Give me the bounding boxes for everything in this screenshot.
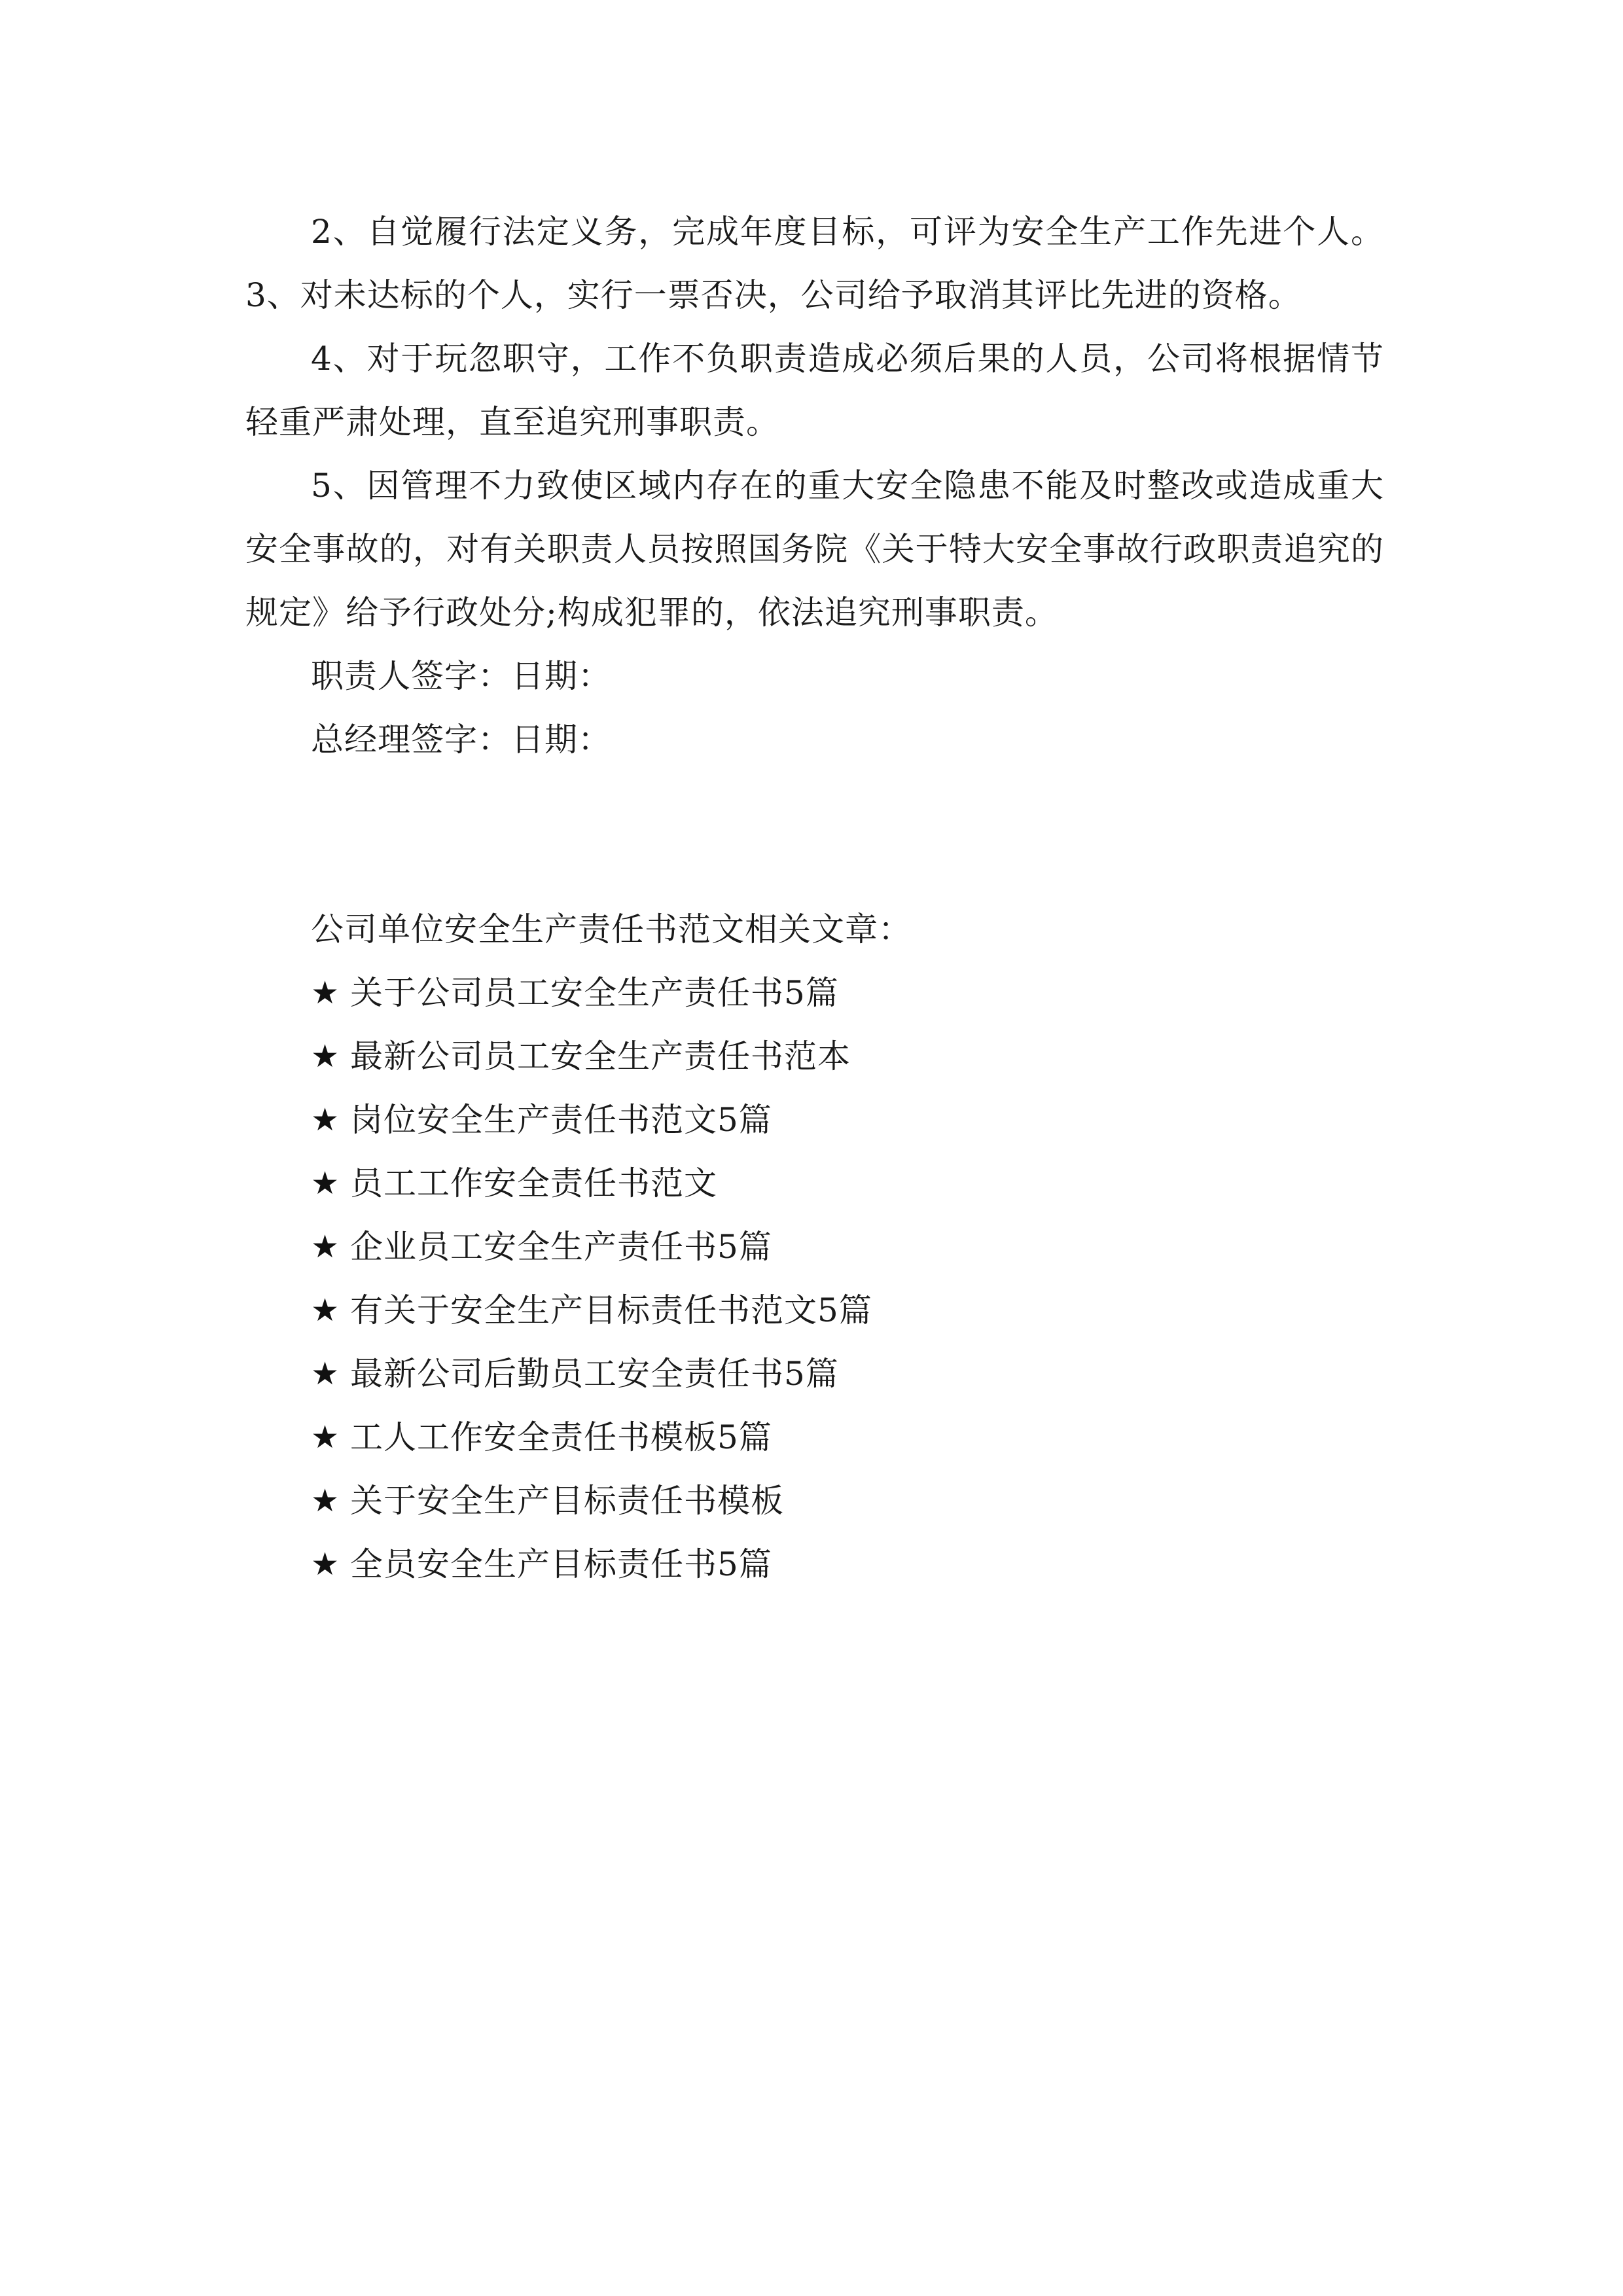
related-article-link[interactable]: 关于公司员工安全生产责任书5篇: [350, 974, 839, 1012]
document-body: [245, 200, 1384, 772]
related-article-link[interactable]: 有关于安全生产目标责任书范文5篇: [350, 1291, 872, 1329]
related-article-link[interactable]: 全员安全生产目标责任书5篇: [350, 1545, 772, 1583]
star-icon: ★: [311, 1482, 340, 1519]
related-article-item[interactable]: [311, 1406, 1358, 1469]
related-article-link[interactable]: 企业员工安全生产责任书5篇: [350, 1228, 772, 1266]
star-icon: ★: [311, 1229, 340, 1265]
paragraph-5: 5、因管理不力致使区域内存在的重大安全隐患不能及时整改或造成重大安全事故的，对有关职责人员按照国务院《关于特大安全事故行政职责追究的规定》给予行政处分;构成犯罪的，依法追究刑事职责。: [245, 467, 1384, 632]
related-article-item[interactable]: [311, 1469, 1358, 1533]
star-icon: ★: [311, 1419, 340, 1456]
star-icon: ★: [311, 1546, 340, 1583]
related-article-link[interactable]: 关于安全生产目标责任书模板: [350, 1482, 784, 1520]
related-article-item[interactable]: [311, 1088, 1358, 1152]
star-icon: ★: [311, 1165, 340, 1202]
general-manager-signature: 总经理签字：日期：: [311, 721, 611, 759]
related-article-item[interactable]: [311, 1342, 1358, 1406]
paragraph-2-3: 2、自觉履行法定义务，完成年度目标，可评为安全生产工作先进个人。3、对未达标的个人，实行一票否决，公司给予取消其评比先进的资格。: [245, 213, 1384, 314]
related-article-item[interactable]: [311, 961, 1358, 1025]
related-articles: [311, 898, 1358, 1596]
star-icon: ★: [311, 1038, 340, 1075]
star-icon: ★: [311, 975, 340, 1011]
related-articles-title: 公司单位安全生产责任书范文相关文章：: [311, 910, 912, 948]
related-article-link[interactable]: 岗位安全生产责任书范文5篇: [350, 1101, 772, 1139]
related-article-link[interactable]: 工人工作安全责任书模板5篇: [350, 1418, 772, 1456]
related-article-link[interactable]: 员工工作安全责任书范文: [350, 1164, 717, 1202]
related-article-item[interactable]: [311, 1279, 1358, 1342]
star-icon: ★: [311, 1102, 340, 1138]
related-articles-list: [311, 961, 1358, 1596]
related-article-item[interactable]: [311, 1215, 1358, 1279]
related-article-item[interactable]: [311, 1152, 1358, 1215]
related-article-link[interactable]: 最新公司员工安全生产责任书范本: [350, 1037, 851, 1075]
related-article-link[interactable]: 最新公司后勤员工安全责任书5篇: [350, 1355, 839, 1393]
related-article-item[interactable]: [311, 1533, 1358, 1596]
paragraph-4: 4、对于玩忽职守，工作不负职责造成必须后果的人员，公司将根据情节轻重严肃处理，直至追究刑事职责。: [245, 340, 1384, 441]
star-icon: ★: [311, 1292, 340, 1329]
related-article-item[interactable]: [311, 1025, 1358, 1088]
responsible-person-signature: 职责人签字：日期：: [311, 657, 611, 695]
star-icon: ★: [311, 1355, 340, 1392]
